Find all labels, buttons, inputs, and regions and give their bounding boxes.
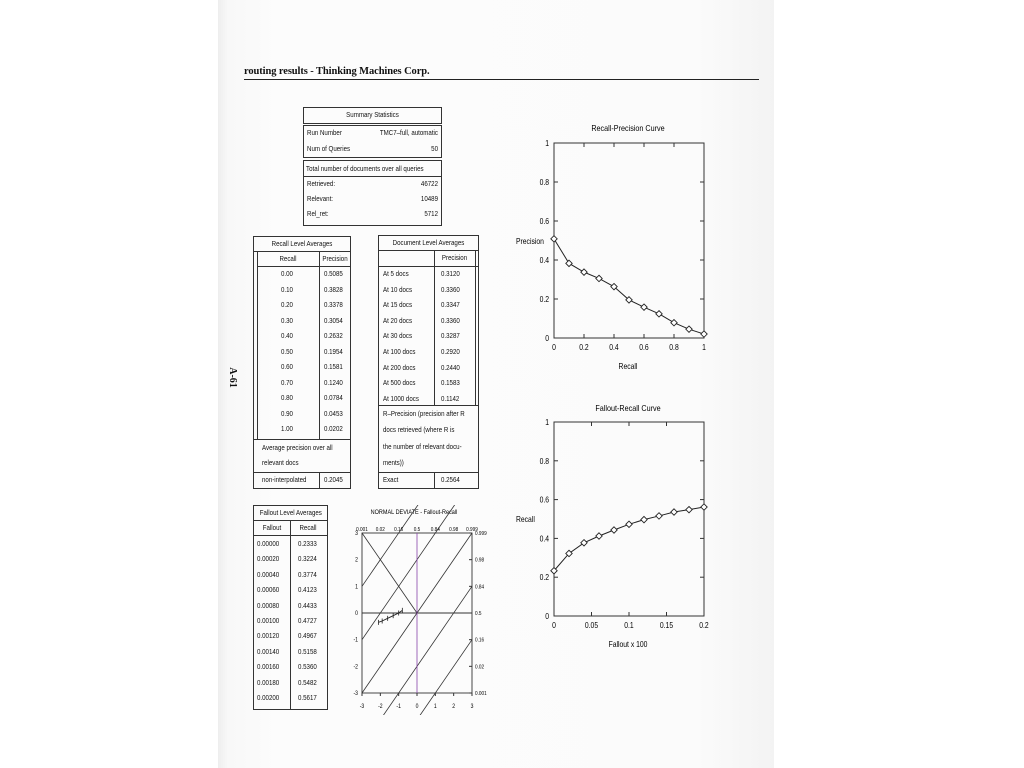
doc-precision-col-header: Precision	[441, 253, 468, 262]
fr-title: Fallout-Recall Curve	[595, 403, 661, 414]
rp-point	[596, 275, 602, 281]
doc-row-label: At 30 docs	[383, 331, 413, 341]
nd-xtick-label: 2	[452, 703, 456, 711]
rp-ytick-label: 0.2	[539, 294, 549, 305]
recall-row-precision: 0.0202	[324, 424, 343, 433]
doc-row-label: At 500 docs	[383, 378, 416, 388]
doc-row-label: At 1000 docs	[383, 393, 419, 403]
doc-row-label: At 20 docs	[383, 315, 413, 325]
fr-point	[641, 516, 647, 522]
doc-level-title: Document Level Averages	[392, 238, 465, 247]
nd-top-tick-label: 0.5	[413, 526, 421, 534]
recall-row-precision: 0.1240	[324, 377, 343, 387]
run-number-label: Run Number	[307, 128, 342, 137]
recall-table-title-rule	[253, 251, 351, 252]
recall-table-avg-rule	[253, 439, 351, 440]
recall-row-recall: 0.40	[281, 331, 293, 340]
rp-ticks	[540, 138, 706, 352]
nd-top-tick-label: 0.84	[430, 526, 440, 534]
nd-right-tick-label: 0.16	[475, 637, 485, 644]
nd-top-tick-label: 0.16	[394, 526, 404, 534]
doc-table-exact-col-rule	[434, 472, 435, 488]
recall-row-recall: 0.10	[281, 284, 293, 294]
recall-col-header: Recall	[279, 254, 297, 263]
nd-top-tick-label: 0.999	[466, 526, 478, 534]
recall-row-precision: 0.3054	[324, 315, 343, 325]
fallout-row-fallout: 0.00120	[257, 631, 280, 641]
doc-table-col-rule	[434, 250, 435, 405]
fallout-row-recall: 0.5360	[298, 662, 317, 672]
doc-table-header-rule	[378, 266, 479, 267]
noninterp-label: non-interpolated	[262, 475, 307, 484]
doc-table-right-rule	[475, 250, 476, 405]
fr-point	[581, 540, 587, 546]
doc-row-precision: 0.1142	[441, 393, 460, 403]
rp-series-line	[554, 239, 704, 334]
header-rule	[244, 79, 759, 80]
nd-ytick-label: 1	[355, 584, 358, 591]
recall-table-col-rule	[319, 251, 320, 439]
doc-row-precision: 0.3360	[441, 315, 460, 325]
noninterp-value: 0.2045	[324, 475, 343, 484]
nd-xtick-label: -3	[359, 703, 365, 711]
retrieved-label: Retrieved:	[307, 179, 336, 188]
nd-ytick-label: 3	[355, 530, 358, 538]
fr-point	[671, 509, 677, 515]
recall-row-precision: 0.3378	[324, 300, 343, 309]
nd-right-tick-label: 0.02	[475, 664, 485, 671]
nd-ytick-label: -3	[353, 690, 358, 698]
fallout-row-recall: 0.4727	[298, 616, 317, 625]
recall-table-nonint-col-rule	[319, 472, 320, 488]
fallout-table-col-rule	[290, 520, 291, 709]
fr-markers	[551, 504, 707, 574]
doc-row-label: At 5 docs	[383, 269, 409, 278]
fallout-row-fallout: 0.00040	[257, 569, 280, 579]
rp-point	[701, 331, 707, 337]
recall-row-precision: 0.5085	[324, 269, 343, 278]
fr-point	[656, 513, 662, 519]
rp-xlabel: Recall	[618, 361, 638, 372]
fr-xtick-label: 0.05	[584, 620, 599, 631]
fallout-row-fallout: 0.00160	[257, 662, 280, 672]
rp-xtick-label: 0.4	[609, 342, 619, 353]
summary-total-divider	[303, 176, 442, 177]
nd-ytick-label: -2	[353, 664, 358, 671]
run-number-value: TMC7–full, automatic	[379, 128, 438, 137]
rp-ytick-label: 0	[545, 333, 549, 344]
fallout-row-recall: 0.2333	[298, 539, 317, 548]
fallout-row-recall: 0.3224	[298, 554, 317, 564]
fallout-row-recall: 0.5158	[298, 646, 317, 656]
nd-ytick-label: -1	[353, 637, 358, 644]
exact-value: 0.2564	[441, 475, 460, 484]
rp-xtick-label: 1	[702, 342, 706, 353]
rprec-line1: R–Precision (precision after R	[383, 409, 465, 418]
nd-ticks	[353, 527, 486, 710]
doc-row-precision: 0.3287	[441, 331, 460, 341]
recall-precision-chart	[510, 118, 740, 378]
rp-xtick-label: 0.8	[669, 342, 679, 353]
summary-title: Summary Statistics	[346, 110, 399, 119]
fallout-row-fallout: 0.00080	[257, 600, 280, 610]
fr-ytick-label: 0.8	[539, 456, 549, 466]
recall-table-left-rule	[257, 251, 258, 439]
page-header-title: routing results - Thinking Machines Corp.	[244, 66, 430, 77]
recall-table-nonint-rule	[253, 472, 351, 473]
nd-xtick-label: 0	[415, 703, 419, 711]
rp-point	[566, 260, 572, 266]
fr-point	[626, 521, 632, 527]
retrieved-value: 46722	[420, 179, 438, 188]
recall-row-recall: 0.60	[281, 362, 293, 371]
fr-ytick-label: 0.4	[539, 533, 549, 544]
recall-row-precision: 0.0453	[324, 408, 343, 418]
fallout-recall-col-header: Recall	[299, 523, 317, 532]
recall-row-precision: 0.1581	[324, 362, 343, 371]
relret-value: 5712	[424, 209, 438, 218]
total-docs-label: Total number of documents over all queries	[306, 164, 424, 173]
rp-point	[686, 326, 692, 332]
rp-markers	[551, 236, 707, 338]
recall-row-precision: 0.2632	[324, 331, 343, 340]
fr-ytick-label: 1	[545, 417, 549, 428]
rp-point	[671, 320, 677, 326]
doc-row-label: At 100 docs	[383, 347, 416, 356]
recall-row-precision: 0.3828	[324, 284, 343, 294]
rprec-line3: the number of relevant docu-	[383, 442, 462, 451]
rp-xtick-label: 0.2	[579, 342, 589, 353]
normal-deviate-chart	[348, 505, 498, 715]
doc-row-label: At 200 docs	[383, 362, 416, 372]
doc-row-precision: 0.3120	[441, 269, 460, 278]
recall-row-recall: 0.90	[281, 408, 293, 418]
fallout-row-fallout: 0.00020	[257, 554, 280, 564]
nd-right-tick-label: 0.5	[475, 610, 482, 618]
doc-row-precision: 0.2440	[441, 362, 460, 372]
recall-row-recall: 0.00	[281, 269, 293, 278]
rp-ytick-label: 0.6	[539, 216, 549, 227]
rp-point	[641, 304, 647, 310]
exact-label: Exact	[383, 475, 399, 484]
fr-xtick-label: 0.15	[659, 620, 674, 631]
relevant-value: 10489	[420, 194, 438, 203]
relret-label: Rel_ret:	[307, 209, 329, 218]
doc-row-precision: 0.2920	[441, 347, 460, 356]
nd-ytick-label: 0	[355, 610, 358, 618]
fallout-row-fallout: 0.00100	[257, 616, 280, 625]
fr-ytick-label: 0.6	[539, 495, 549, 505]
nd-xtick-label: -2	[378, 703, 383, 711]
rp-ytick-label: 0.8	[539, 177, 549, 188]
fallout-row-fallout: 0.00000	[257, 539, 280, 548]
fallout-row-recall: 0.4433	[298, 600, 317, 610]
nd-right-tick-label: 0.001	[475, 690, 487, 698]
fr-point	[596, 533, 602, 539]
doc-table-exact-rule	[378, 472, 479, 473]
fallout-row-fallout: 0.00200	[257, 693, 280, 702]
rprec-line4: ments))	[383, 458, 404, 467]
recall-row-precision: 0.0784	[324, 393, 343, 402]
rp-plot-frame	[554, 143, 704, 338]
fr-xtick-label: 0	[552, 620, 556, 631]
fallout-row-fallout: 0.00060	[257, 585, 280, 595]
nd-xtick-label: 3	[470, 703, 474, 711]
fallout-row-recall: 0.3774	[298, 569, 317, 579]
fr-point	[611, 527, 617, 533]
recall-row-recall: 0.30	[281, 315, 293, 325]
rp-ytick-label: 1	[545, 138, 549, 149]
rp-title: Recall-Precision Curve	[591, 123, 665, 134]
fallout-row-recall: 0.4967	[298, 631, 317, 641]
page-number: A-61	[226, 367, 238, 388]
fr-point	[686, 506, 692, 512]
fr-ticks	[540, 417, 709, 630]
rp-point	[656, 311, 662, 317]
rp-xtick-label: 0.6	[639, 342, 649, 353]
rp-point	[551, 236, 557, 242]
rp-point	[581, 269, 587, 275]
fallout-table-title: Fallout Level Averages	[259, 508, 322, 517]
num-queries-value: 50	[431, 144, 438, 153]
fallout-row-recall: 0.5617	[298, 693, 317, 702]
fr-ytick-label: 0.2	[539, 572, 549, 583]
doc-table-title-rule	[378, 250, 479, 251]
fallout-row-fallout: 0.00180	[257, 677, 280, 687]
rprec-line2: docs retrieved (where R is	[383, 425, 455, 434]
fr-plot-frame	[554, 422, 704, 616]
avg-precision-line1: Average precision over all	[262, 443, 333, 452]
fr-ytick-label: 0	[545, 611, 549, 622]
fr-xlabel: Fallout x 100	[608, 639, 648, 650]
recall-row-recall: 0.70	[281, 377, 293, 387]
fr-ylabel: Recall	[516, 514, 535, 525]
avg-precision-line2: relevant docs	[262, 458, 299, 467]
recall-row-recall: 1.00	[281, 424, 293, 433]
nd-xtick-label: 1	[433, 703, 437, 711]
nd-right-tick-label: 0.98	[475, 557, 485, 564]
rp-ylabel: Precision	[516, 236, 544, 247]
doc-row-precision: 0.3347	[441, 300, 460, 310]
fr-xtick-label: 0.1	[624, 620, 634, 631]
fallout-recall-chart	[510, 398, 740, 658]
nd-top-tick-label: 0.001	[356, 526, 368, 534]
num-queries-label: Num of Queries	[307, 144, 351, 153]
doc-row-label: At 15 docs	[383, 300, 413, 310]
nd-xtick-label: -1	[396, 703, 401, 711]
doc-row-precision: 0.1583	[441, 378, 460, 388]
recall-table-header-rule	[257, 266, 351, 267]
doc-table-rprec-rule	[378, 405, 479, 406]
fallout-col-header: Fallout	[262, 523, 282, 532]
recall-row-recall: 0.80	[281, 393, 293, 402]
nd-ytick-label: 2	[355, 557, 358, 564]
recall-table-title: Recall Level Averages	[271, 239, 333, 248]
fallout-row-recall: 0.4123	[298, 585, 317, 595]
nd-right-tick-label: 0.999	[475, 530, 487, 538]
nd-grid	[359, 505, 472, 715]
rp-xtick-label: 0	[552, 342, 556, 353]
fallout-row-fallout: 0.00140	[257, 646, 280, 656]
relevant-label: Relevant:	[307, 194, 333, 203]
doc-row-precision: 0.3360	[441, 284, 460, 294]
fr-point	[701, 504, 707, 510]
fr-series-line	[554, 507, 704, 571]
recall-row-recall: 0.50	[281, 346, 293, 356]
nd-title: NORMAL DEVIATE - Fallout-Recall	[370, 509, 458, 517]
nd-top-tick-label: 0.98	[449, 526, 459, 534]
fr-xtick-label: 0.2	[699, 620, 709, 631]
fallout-row-recall: 0.5482	[298, 677, 317, 687]
doc-row-label: At 10 docs	[383, 284, 413, 294]
recall-row-precision: 0.1954	[324, 346, 343, 356]
nd-antidiagonal-line	[362, 533, 417, 613]
recall-row-recall: 0.20	[281, 300, 293, 309]
nd-right-tick-label: 0.84	[475, 584, 485, 591]
nd-top-tick-label: 0.02	[375, 526, 385, 534]
precision-col-header: Precision	[322, 254, 348, 263]
rp-ytick-label: 0.4	[539, 255, 549, 266]
